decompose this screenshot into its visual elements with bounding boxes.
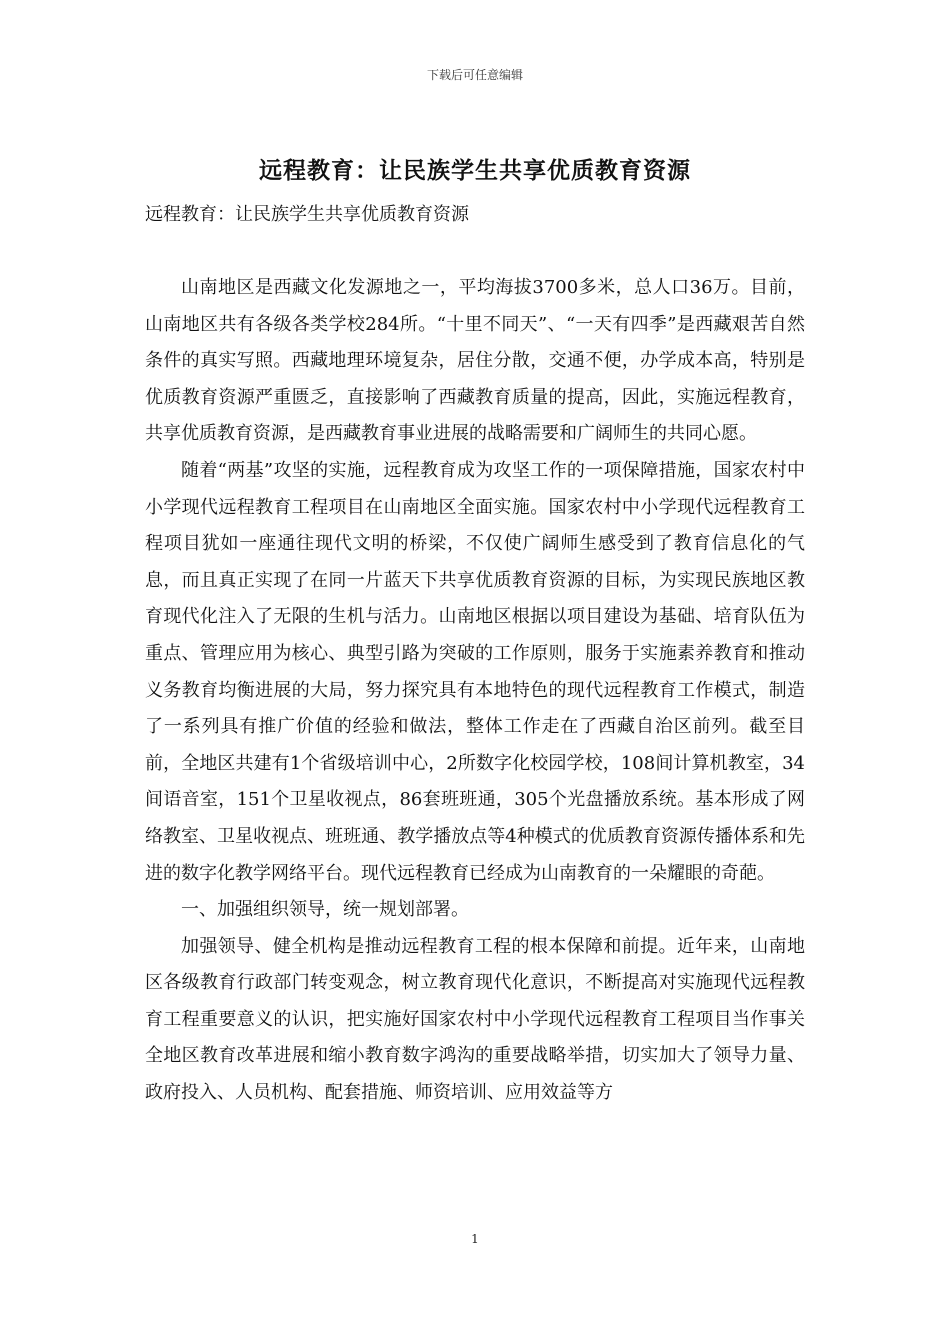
- page-number: 1: [471, 1232, 479, 1246]
- header-note: 下载后可任意编辑: [426, 68, 523, 82]
- document-title: 远程教育：让民族学生共享优质教育资源: [259, 157, 691, 184]
- paragraph-leadership: 加强领导、健全机构是推动远程教育工程的根本保障和前提。近年来，山南地区各级教育行政部门转变观念，树立教育现代化意识，不断提高对实施现代远程教育工程重要意义的认识，把实施好国家农村中小学现代远程教育工程项目当作事关全地区教育改革进展和缩小教育数字鸿沟的重要战略举措，切实加大了领导力量、政府投入、人员机构、配套措施、师资培训、应用效益等方: [145, 935, 805, 1104]
- document-subtitle: 远程教育：让民族学生共享优质教育资源: [145, 204, 469, 225]
- paragraph-implementation: 随着“两基”攻坚的实施，远程教育成为攻坚工作的一项保障措施，国家农村中小学现代远程教育工程项目在山南地区全面实施。国家农村中小学现代远程教育工程项目犹如一座通往现代文明的桥梁，不仅使广阔师生感受到了教育信息化的气息，而且真正实现了在同一片蓝天下共享优质教育资源的目标，为实现民族地区教育现代化注入了无限的生机与活力。山南地区根据以项目建设为基础、培育队伍为重点、管理应用为核心、典型引路为突破的工作原则，服务于实施素养教育和推动义务教育均衡进展的大局，努力探究具有本地特色的现代远程教育工作模式，制造了一系列具有推广价值的经验和做法，整体工作走在了西藏自治区前列。截至目前，全地区共建有1个省级培训中心，2所数字化校园学校，108间计算机教室，34间语音室，151个卫星收视点，86套班班通，305个光盘播放系统。基本形成了网络教室、卫星收视点、班班通、教学播放点等4种模式的优质教育资源传播体系和先进的数字化教学网络平台。现代远程教育已经成为山南教育的一朵耀眼的奇葩。: [145, 459, 805, 884]
- document-body: [145, 270, 805, 1112]
- paragraph-intro: 山南地区是西藏文化发源地之一，平均海拔3700多米，总人口36万。目前，山南地区共有各级各类学校284所。“十里不同天”、“一天有四季”是西藏艰苦自然条件的真实写照。西藏地理环境复杂，居住分散，交通不便，办学成本高，特别是优质教育资源严重匮乏，直接影响了西藏教育质量的提高，因此，实施远程教育，共享优质教育资源，是西藏教育事业进展的战略需要和广阔师生的共同心愿。: [145, 277, 805, 445]
- section-heading-1: 一、加强组织领导，统一规划部署。: [181, 899, 469, 921]
